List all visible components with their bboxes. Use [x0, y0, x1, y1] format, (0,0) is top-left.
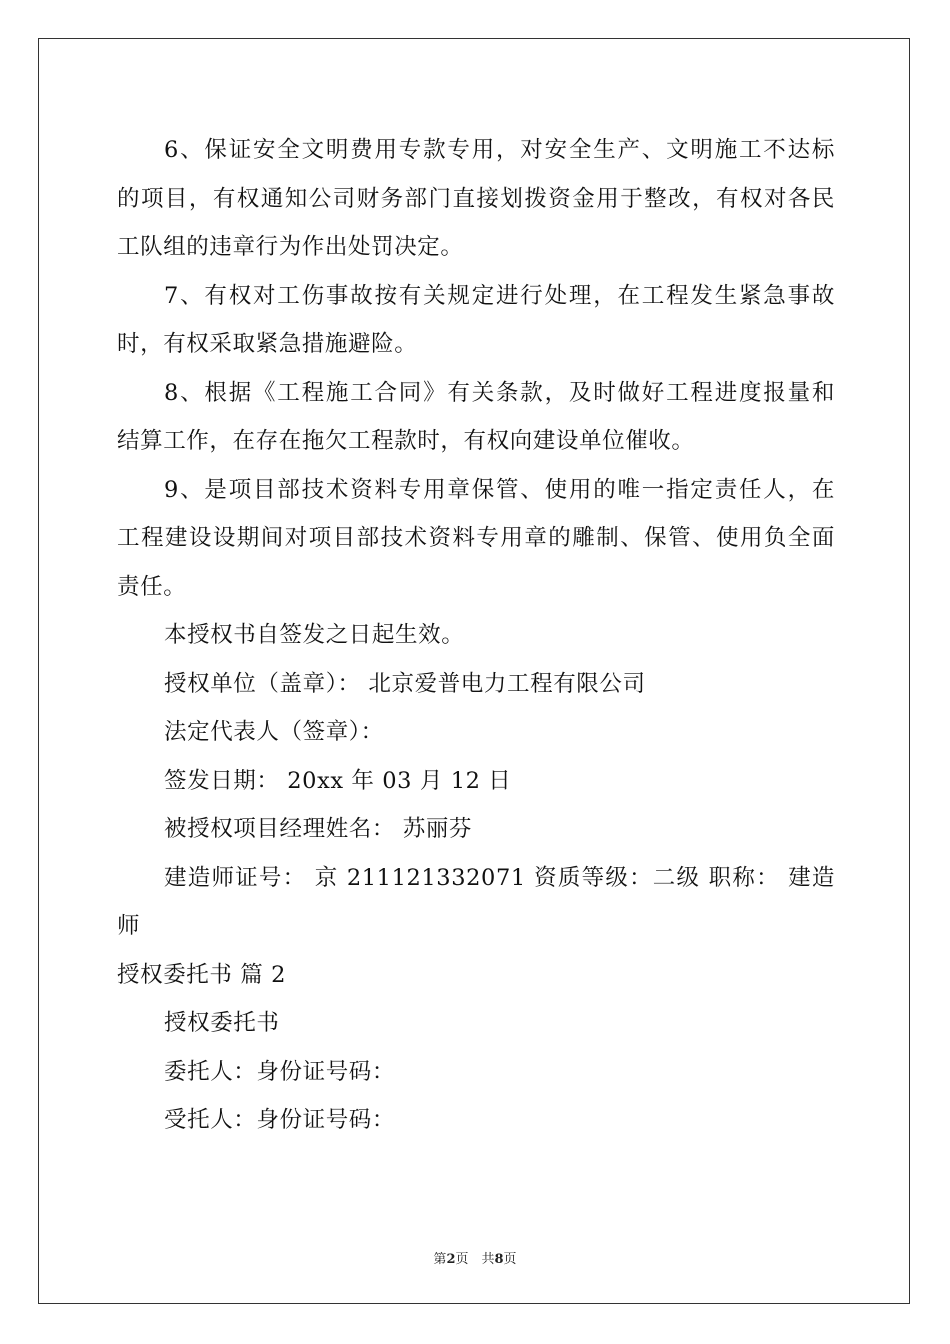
paragraph-line: 的项目，有权通知公司财务部门直接划拨资金用于整改，有权对各民 — [117, 185, 835, 212]
paragraph-line: 9、是项目部技术资料专用章保管、使用的唯一指定责任人，在 — [164, 476, 835, 503]
page-footer — [0, 1248, 950, 1267]
section-heading: 授权委托书 篇 2 — [117, 961, 287, 988]
project-manager-name: 被授权项目经理姓名： 苏丽芬 — [164, 816, 473, 842]
issue-date: 签发日期： 20xx 年 03 月 12 日 — [164, 767, 512, 794]
effective-statement: 本授权书自签发之日起生效。 — [164, 622, 465, 648]
principal-field: 委托人：身份证号码： — [164, 1058, 396, 1085]
footer-middle: 页 共 — [455, 1252, 495, 1267]
paragraph-line: 责任。 — [117, 573, 187, 600]
paragraph-line: 8、根据《工程施工合同》有关条款，及时做好工程进度报量和 — [164, 379, 835, 406]
authorizing-unit: 授权单位（盖章）： 北京爱普电力工程有限公司 — [164, 670, 646, 697]
footer-suffix: 页 — [503, 1252, 517, 1267]
document-title: 授权委托书 — [164, 1010, 280, 1036]
paragraph-line: 工队组的违章行为作出处罚决定。 — [117, 234, 464, 260]
constructor-certificate: 建造师证号： 京 211121332071 资质等级：二级 职称： 建造 — [164, 864, 835, 891]
agent-field: 受托人：身份证号码： — [164, 1107, 396, 1133]
paragraph-line: 7、有权对工伤事故按有关规定进行处理，在工程发生紧急事故 — [164, 282, 835, 309]
paragraph-line: 结算工作，在存在拖欠工程款时，有权向建设单位催收。 — [117, 428, 695, 454]
paragraph-line: 时，有权采取紧急措施避险。 — [117, 331, 418, 357]
current-page-number: 2 — [446, 1252, 456, 1267]
total-pages-number: 8 — [494, 1252, 504, 1267]
paragraph-line: 工程建设设期间对项目部技术资料专用章的雕制、保管、使用负全面 — [117, 525, 835, 551]
legal-representative: 法定代表人（签章）： — [164, 719, 384, 745]
paragraph-line: 6、保证安全文明费用专款专用，对安全生产、文明施工不达标 — [164, 137, 835, 163]
document-body — [117, 126, 835, 1145]
paragraph-line: 师 — [117, 913, 141, 939]
footer-prefix: 第 — [433, 1252, 447, 1267]
